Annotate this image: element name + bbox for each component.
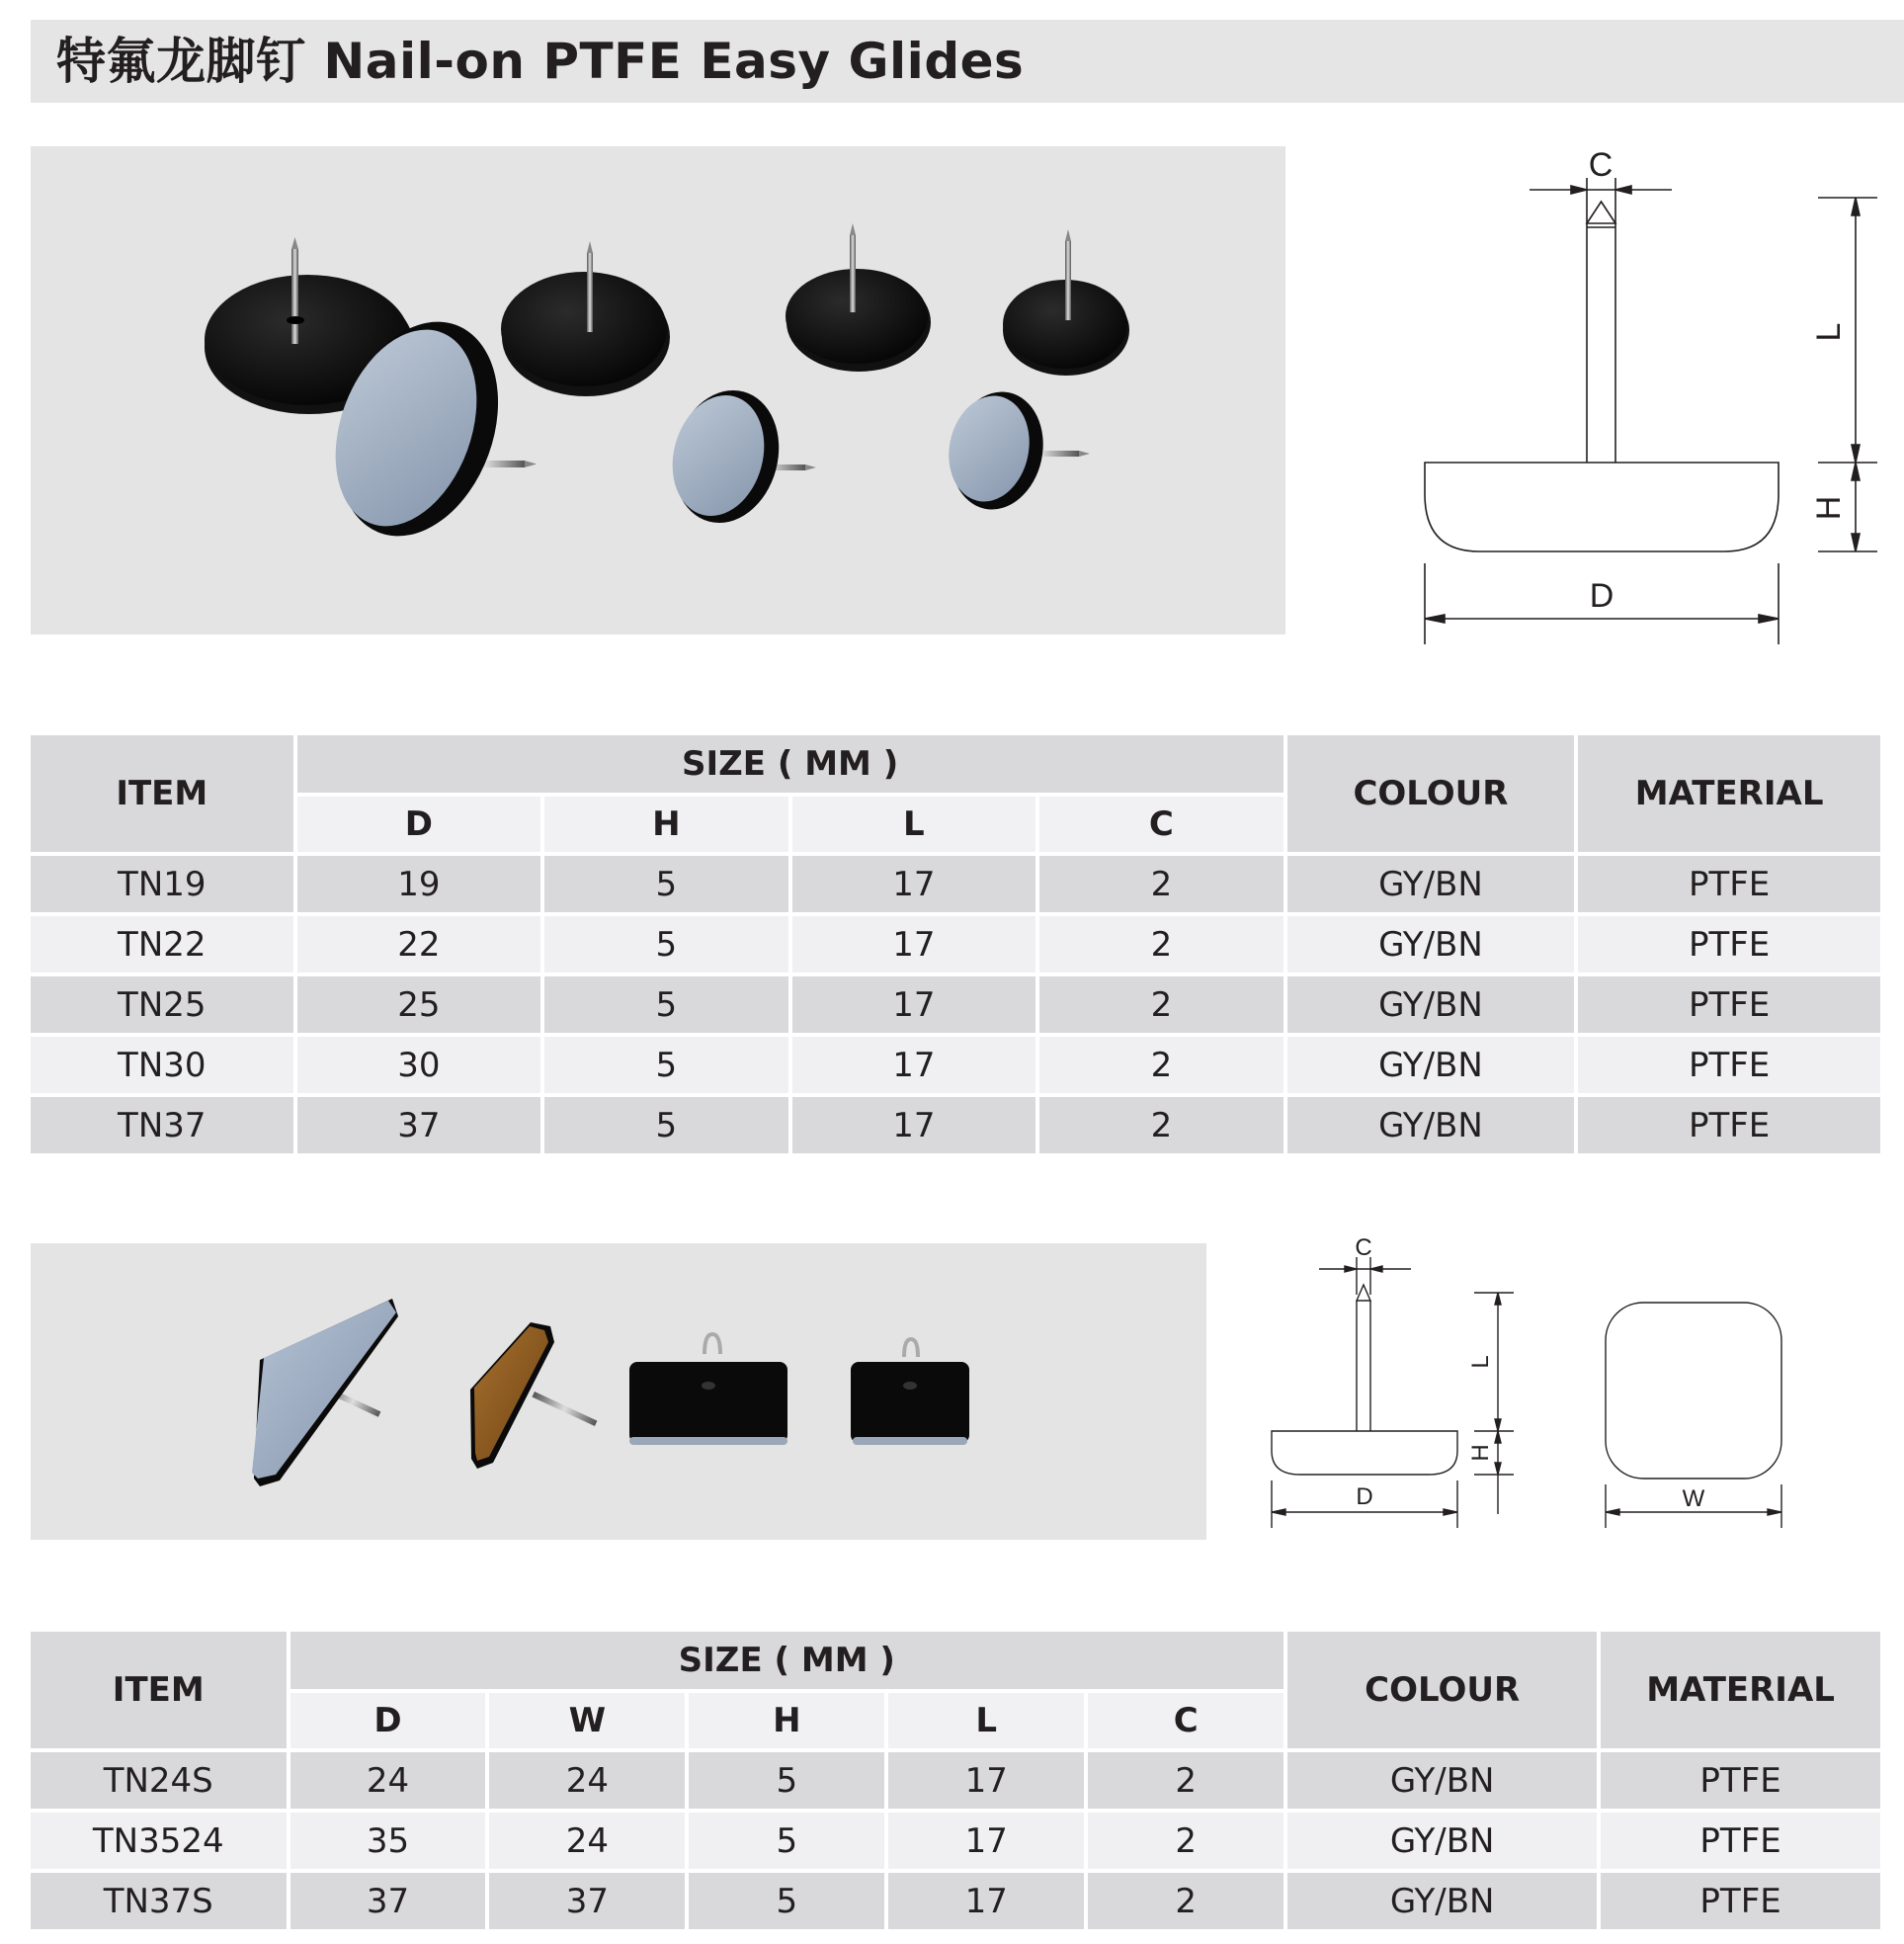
cell-material: PTFE — [1578, 976, 1880, 1033]
cell-h: 5 — [689, 1752, 884, 1809]
material-header: MATERIAL — [1601, 1632, 1880, 1748]
material-header: MATERIAL — [1578, 735, 1880, 852]
cell-d: 37 — [297, 1097, 541, 1153]
item-header: ITEM — [31, 735, 293, 852]
cell-d: 37 — [290, 1873, 486, 1929]
size-header: SIZE ( MM ) — [297, 735, 1283, 793]
size-col-d: D — [297, 797, 541, 852]
cell-item: TN37 — [31, 1097, 293, 1153]
dim-label-h: H — [1810, 495, 1848, 521]
cell-w: 24 — [489, 1813, 685, 1869]
cell-d: 22 — [297, 916, 541, 972]
cell-l: 17 — [792, 856, 1036, 912]
cell-c: 2 — [1039, 856, 1283, 912]
cell-colour: GY/BN — [1287, 1752, 1597, 1809]
cell-d: 30 — [297, 1037, 541, 1093]
cell-h: 5 — [544, 856, 788, 912]
cell-item: TN25 — [31, 976, 293, 1033]
square-glide-black-2 — [851, 1339, 969, 1445]
colour-header: COLOUR — [1287, 1632, 1597, 1748]
dim-label-c: C — [1588, 146, 1614, 184]
cell-colour: GY/BN — [1287, 1873, 1597, 1929]
cell-w: 24 — [489, 1752, 685, 1809]
cell-h: 5 — [689, 1873, 884, 1929]
dim-label-d: D — [1589, 577, 1614, 615]
glide-black-3 — [786, 223, 931, 372]
size-col-w: W — [489, 1693, 685, 1748]
glide-ptfe-3 — [940, 383, 1090, 519]
cell-material: PTFE — [1601, 1873, 1880, 1929]
cell-d: 19 — [297, 856, 541, 912]
round-glide-diagram — [1383, 138, 1887, 652]
size-col-c: C — [1039, 797, 1283, 852]
square-glides-table — [27, 1628, 1884, 1933]
size-header: SIZE ( MM ) — [290, 1632, 1284, 1689]
cell-h: 5 — [544, 1037, 788, 1093]
round-glides-table — [27, 731, 1884, 1157]
size-col-d: D — [290, 1693, 486, 1748]
round-glides-photo — [31, 146, 1285, 634]
cell-item: TN24S — [31, 1752, 287, 1809]
cell-item: TN3524 — [31, 1813, 287, 1869]
cell-d: 24 — [290, 1752, 486, 1809]
cell-item: TN19 — [31, 856, 293, 912]
table-row — [31, 1873, 1880, 1929]
cell-item: TN37S — [31, 1873, 287, 1929]
cell-d: 25 — [297, 976, 541, 1033]
cell-h: 5 — [544, 1097, 788, 1153]
square-glide-diagram — [1255, 1226, 1798, 1552]
cell-l: 17 — [792, 976, 1036, 1033]
dim-label-l: L — [1810, 322, 1848, 342]
cell-c: 2 — [1039, 1037, 1283, 1093]
glide-ptfe-2 — [659, 379, 816, 535]
cell-h: 5 — [689, 1813, 884, 1869]
cell-c: 2 — [1039, 1097, 1283, 1153]
cell-material: PTFE — [1578, 916, 1880, 972]
cell-item: TN30 — [31, 1037, 293, 1093]
cell-c: 2 — [1088, 1752, 1283, 1809]
cell-material: PTFE — [1578, 856, 1880, 912]
size-col-h: H — [544, 797, 788, 852]
cell-colour: GY/BN — [1287, 1813, 1597, 1869]
cell-l: 17 — [888, 1752, 1084, 1809]
cell-l: 17 — [888, 1813, 1084, 1869]
cell-c: 2 — [1088, 1813, 1283, 1869]
table-row — [31, 916, 1880, 972]
size-col-h: H — [689, 1693, 884, 1748]
cell-l: 17 — [792, 916, 1036, 972]
cell-item: TN22 — [31, 916, 293, 972]
table-row — [31, 1097, 1880, 1153]
colour-header: COLOUR — [1287, 735, 1575, 852]
cell-material: PTFE — [1601, 1752, 1880, 1809]
table-row — [31, 976, 1880, 1033]
title-bar — [31, 20, 1904, 103]
table-row — [31, 1813, 1880, 1869]
square-glide-brown — [470, 1322, 597, 1469]
square-glides-photo — [31, 1243, 1206, 1540]
cell-h: 5 — [544, 976, 788, 1033]
cell-h: 5 — [544, 916, 788, 972]
table-row — [31, 1037, 1880, 1093]
cell-material: PTFE — [1601, 1813, 1880, 1869]
cell-colour: GY/BN — [1287, 856, 1575, 912]
sq-dim-label-d: D — [1356, 1483, 1373, 1510]
cell-material: PTFE — [1578, 1097, 1880, 1153]
table-row — [31, 856, 1880, 912]
sq-dim-label-c: C — [1355, 1234, 1372, 1261]
cell-l: 17 — [888, 1873, 1084, 1929]
cell-colour: GY/BN — [1287, 1097, 1575, 1153]
cell-material: PTFE — [1578, 1037, 1880, 1093]
cell-colour: GY/BN — [1287, 1037, 1575, 1093]
cell-d: 35 — [290, 1813, 486, 1869]
item-header: ITEM — [31, 1632, 287, 1748]
page-title: 特氟龙脚钉 Nail-on PTFE Easy Glides — [56, 33, 1025, 90]
sq-dim-label-h: H — [1467, 1444, 1494, 1462]
cell-colour: GY/BN — [1287, 976, 1575, 1033]
glide-black-4 — [1003, 229, 1129, 376]
square-glide-grey — [252, 1299, 398, 1486]
glide-black-2 — [501, 241, 670, 396]
size-col-l: L — [792, 797, 1036, 852]
sq-dim-label-w: W — [1682, 1485, 1705, 1512]
cell-l: 17 — [792, 1097, 1036, 1153]
size-col-c: C — [1088, 1693, 1283, 1748]
cell-c: 2 — [1039, 916, 1283, 972]
cell-w: 37 — [489, 1873, 685, 1929]
cell-c: 2 — [1039, 976, 1283, 1033]
square-glide-black-1 — [629, 1334, 787, 1445]
cell-c: 2 — [1088, 1873, 1283, 1929]
table-row — [31, 1752, 1880, 1809]
cell-l: 17 — [792, 1037, 1036, 1093]
size-col-l: L — [888, 1693, 1084, 1748]
cell-colour: GY/BN — [1287, 916, 1575, 972]
sq-dim-label-l: L — [1467, 1355, 1494, 1369]
